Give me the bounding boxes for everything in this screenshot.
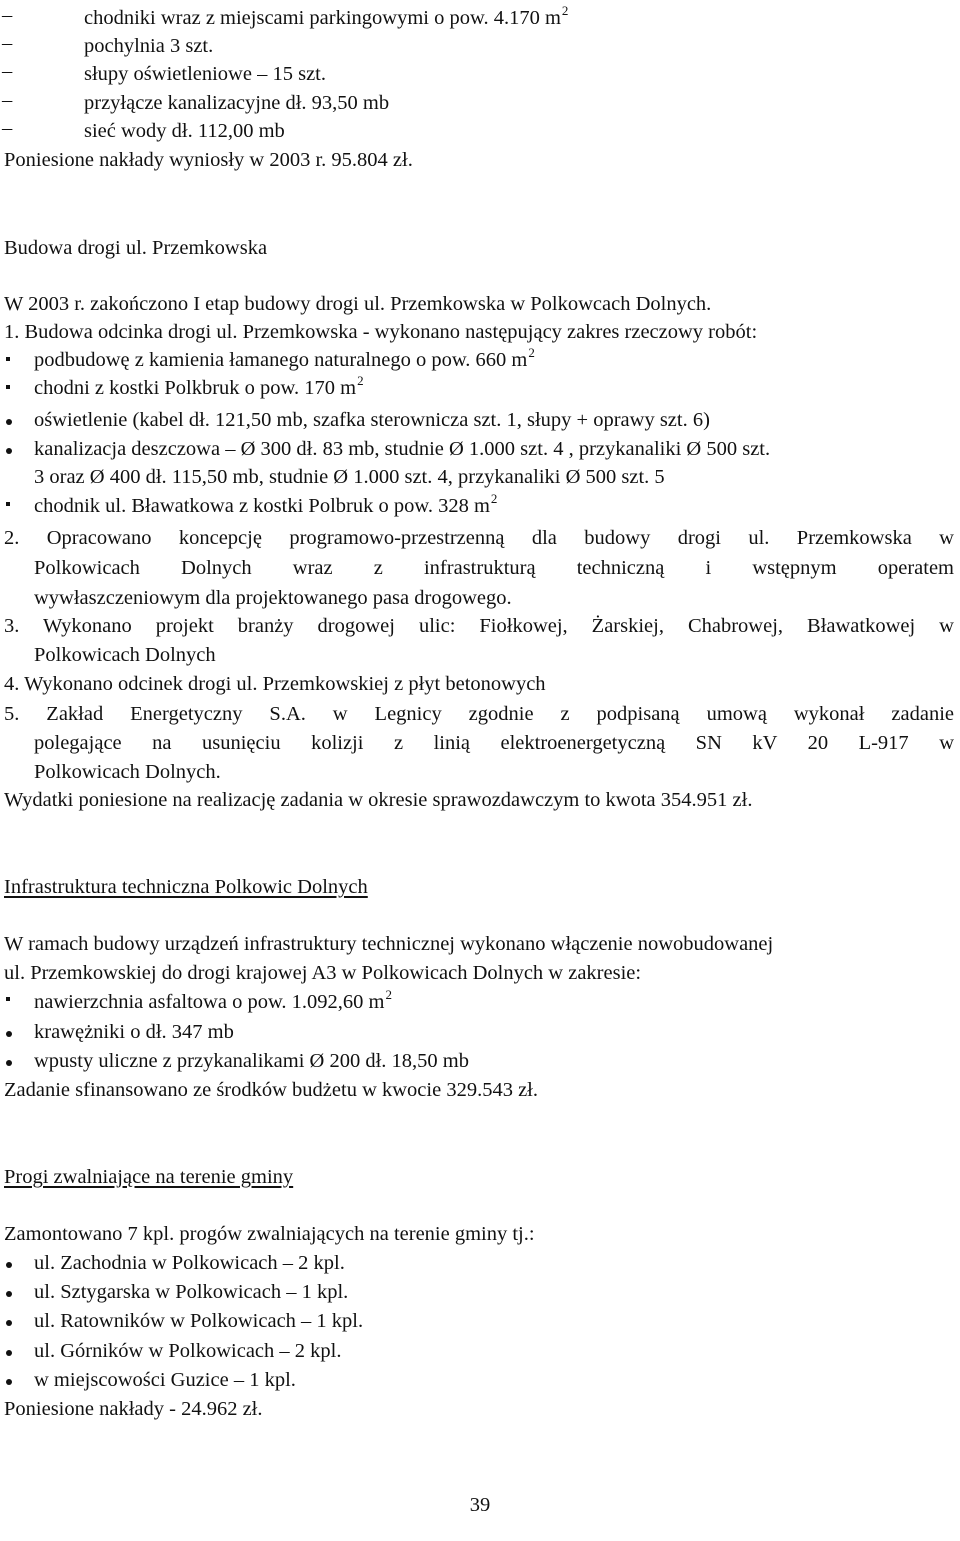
numbered-item-3-line: 3. Wykonano projekt branży drogowej ulic: Fiołkowej, Żarskiej, Chabrowej, Bławatkowej w <box>4 615 954 637</box>
numbered-item-5-line: polegające na usunięciu kolizji z linią elektroenergetyczną SN kV 20 L-917 w <box>34 732 954 754</box>
paragraph: ul. Przemkowskiej do drogi krajowej A3 w Polkowicach Dolnych w zakresie: <box>4 962 642 984</box>
section-heading-progi: Progi zwalniające na terenie gminy <box>4 1166 294 1188</box>
list-item: nawierzchnia asfaltowa o pow. 1.092,60 $m^2$ <box>34 987 392 1013</box>
list-item: w miejscowości Guzice – 1 kpl. <box>34 1369 296 1391</box>
dash-marker <box>2 4 12 27</box>
list-item: sieć wody dł. 112,00 mb <box>84 120 285 142</box>
bullet-marker <box>6 357 10 361</box>
numbered-item-2-line: 2. Opracowano koncepcję programowo-przestrzenną dla budowy drogi ul. Przemkowska w <box>4 527 954 549</box>
numbered-item-2-line: wywłaszczeniowym dla projektowanego pasa drogowego. <box>34 587 512 609</box>
numbered-item-5-line: 5. Zakład Energetyczny S.A. w Legnicy zgodnie z podpisaną umową wykonał zadanie <box>4 703 954 725</box>
bullet-marker <box>6 385 10 389</box>
paragraph: Zamontowano 7 kpl. progów zwalniających na terenie gminy tj.: <box>4 1223 535 1245</box>
numbered-item-3-line: Polkowicach Dolnych <box>34 644 216 666</box>
costs-2003: Poniesione nakłady wyniosły w 2003 r. 95.804 zł. <box>4 149 413 171</box>
list-item: ul. Górników w Polkowicach – 2 kpl. <box>34 1340 342 1362</box>
infra-summary: Zadanie sfinansowano ze środków budżetu w kwocie 329.543 zł. <box>4 1079 538 1101</box>
list-item: wpusty uliczne z przykanalikami Ø 200 dł. 18,50 mb <box>34 1050 469 1072</box>
bullet-marker <box>6 419 12 425</box>
numbered-item-1: 1. Budowa odcinka drogi ul. Przemkowska - wykonano następujący zakres rzeczowy robót: <box>4 321 758 343</box>
numbered-item-2-line: Polkowicach Dolnych wraz z infrastrukturą techniczną i wstępnym operatem <box>34 557 954 579</box>
progi-summary: Poniesione nakłady - 24.962 zł. <box>4 1398 263 1420</box>
paragraph: W ramach budowy urządzeń infrastruktury technicznej wykonano włączenie nowobudowanej <box>4 933 774 955</box>
list-item-continuation: 3 oraz Ø 400 dł. 115,50 mb, studnie Ø 1.000 szt. 4, przykanaliki Ø 500 szt. 5 <box>34 466 665 488</box>
list-item: chodnik ul. Bławatkowa z kostki Polbruk o pow. 328 $m^2$ <box>34 491 498 517</box>
list-item: ul. Zachodnia w Polkowicach – 2 kpl. <box>34 1252 345 1274</box>
numbered-item-5-line: Polkowicach Dolnych. <box>34 761 221 783</box>
list-item: krawężniki o dł. 347 mb <box>34 1021 234 1043</box>
page-number: 39 <box>469 1494 491 1516</box>
bullet-marker <box>6 1031 12 1037</box>
bullet-marker <box>6 997 10 1001</box>
list-item: kanalizacja deszczowa – Ø 300 dł. 83 mb, studnie Ø 1.000 szt. 4 , przykanaliki Ø 500 szt. <box>34 438 771 460</box>
bullet-marker <box>6 502 10 506</box>
dash-marker <box>2 32 12 55</box>
bullet-marker <box>6 1291 12 1297</box>
dash-marker <box>2 117 12 140</box>
bullet-marker <box>6 1320 12 1326</box>
list-item: pochylnia 3 szt. <box>84 35 214 57</box>
list-item: słupy oświetleniowe – 15 szt. <box>84 63 326 85</box>
numbered-item-4: 4. Wykonano odcinek drogi ul. Przemkowskiej z płyt betonowych <box>4 673 546 695</box>
list-item: przyłącze kanalizacyjne dł. 93,50 mb <box>84 92 390 114</box>
dash-marker <box>2 89 12 112</box>
list-item: podbudowę z kamienia łamanego naturalnego o pow. 660 $m^2$ <box>34 345 535 371</box>
section-heading-infrastruktura: Infrastruktura techniczna Polkowic Dolnych <box>4 876 368 898</box>
bullet-marker <box>6 1262 12 1268</box>
list-item: ul. Sztygarska w Polkowicach – 1 kpl. <box>34 1281 349 1303</box>
bullet-marker <box>6 1060 12 1066</box>
list-item: oświetlenie (kabel dł. 121,50 mb, szafka sterownicza szt. 1, słupy + oprawy szt. 6) <box>34 409 710 431</box>
list-item: chodniki wraz z miejscami parkingowymi o pow. 4.170 $m^2$ <box>84 3 569 29</box>
bullet-marker <box>6 448 12 454</box>
list-item: ul. Ratowników w Polkowicach – 1 kpl. <box>34 1310 364 1332</box>
bullet-marker <box>6 1350 12 1356</box>
list-item: chodni z kostki Polkbruk o pow. 170 $m^2$ <box>34 373 364 399</box>
paragraph: W 2003 r. zakończono I etap budowy drogi ul. Przemkowska w Polkowcach Dolnych. <box>4 293 712 315</box>
section-heading-przemkowska: Budowa drogi ul. Przemkowska <box>4 237 268 259</box>
przemkowska-summary: Wydatki poniesione na realizację zadania w okresie sprawozdawczym to kwota 354.951 zł. <box>4 789 753 811</box>
bullet-marker <box>6 1379 12 1385</box>
dash-marker <box>2 60 12 83</box>
